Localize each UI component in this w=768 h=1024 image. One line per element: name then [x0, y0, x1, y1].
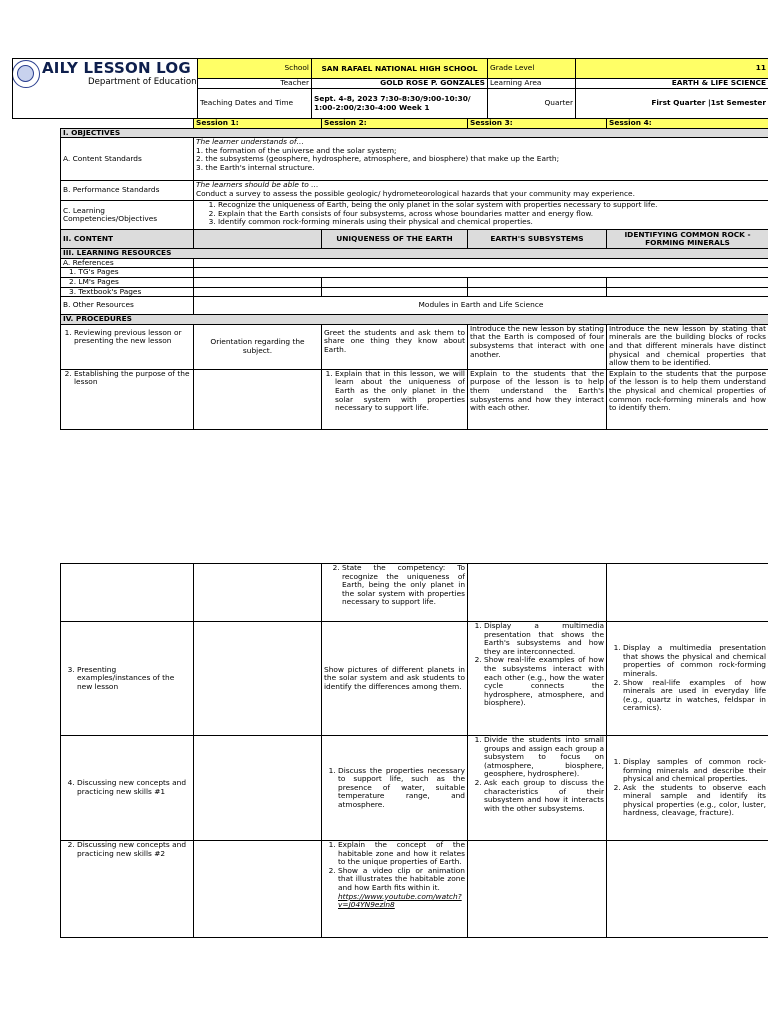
presenting-label: 3. Presenting examples/instances of the new lesson [77, 666, 191, 692]
review-session-4: Introduce the new lesson by stating that minerals are the building blocks of rocks and that different minerals have distinct physical and chemical properties that allow them to be identified. [607, 324, 768, 369]
dates-line-1: Sept. 4-8, 2023 7:30-8:30/9:00-10:30/ [314, 94, 471, 104]
area-value: EARTH & LIFE SCIENCE [576, 79, 768, 89]
session-1-header: Session 1: [194, 119, 322, 129]
review-session-2: Greet the students and ask them to share one thing they know about Earth. [322, 324, 468, 369]
quarter-value: First Quarter |1st Semester [576, 89, 768, 119]
quarter-label: Quarter [488, 89, 576, 119]
discuss-2-session-2-item-2: 2. Show a video clip or animation that illustrates the habitable zone and how Earth fits within it. [338, 867, 465, 893]
presenting-session-4-item-1: 1. Display a multimedia presentation that shows the physical and chemical properties of common rock-forming minerals. [623, 644, 766, 678]
content-standards-label: A. Content Standards [61, 138, 194, 181]
header-table [12, 58, 768, 119]
purpose-session-3: Explain to the students that the purpose of the lesson is to help them understand the Earth's subsystems and how they interact with each other. [468, 369, 607, 429]
content-session-4: IDENTIFYING COMMON ROCK -FORMING MINERALS [607, 230, 768, 249]
grade-label: Grade Level [488, 59, 576, 79]
textbook-pages-label: 3. Textbook's Pages [61, 287, 194, 297]
department-name: Department of Education [88, 77, 197, 87]
dates-line-2: 1:00-2:00/2:30-4:00 Week 1 [314, 102, 430, 112]
competency-2: 2. Explain that the Earth consists of four subsystems, across whose boundaries matter and energy flow. [218, 210, 766, 219]
competencies-label: C. Learning Competencies/Objectives [61, 201, 194, 230]
other-resources-label: B. Other Resources [61, 297, 194, 315]
procedures-heading: IV. PROCEDURES [61, 315, 768, 325]
other-resources-value: Modules in Earth and Life Science [194, 297, 768, 315]
content-session-3: EARTH'S SUBSYSTEMS [468, 230, 607, 249]
lm-pages-label: 2. LM's Pages [61, 277, 194, 287]
purpose-session-4: Explain to the students that the purpose of the lesson is to help them understand the physical and chemical properties of common rock-forming minerals and how to identify them. [607, 369, 768, 429]
discuss-2-label: 2. Discussing new concepts and practicing new skills #2 [77, 841, 191, 858]
review-session-3: Introduce the new lesson by stating that the Earth is composed of four subsystems that interact with one another. [468, 324, 607, 369]
presenting-session-4-item-2: 2. Show real-life examples of how minerals are used in everyday life (e.g., quartz in watches, feldspar in ceramics). [623, 679, 766, 713]
grade-value: 11 [576, 59, 768, 79]
competency-1: 1. Recognize the uniqueness of Earth, being the only planet in the solar system with properties necessary to support life. [218, 201, 766, 210]
discuss-1-session-4-item-2: 2. Ask the students to observe each mineral sample and identify its physical properties (e.g., color, luster, hardness, cleavage, fracture). [623, 784, 766, 818]
lesson-log-title: AILY LESSON LOG [42, 59, 191, 77]
discuss-1-session-4-item-1: 1. Display samples of common rock-forming minerals and describe their physical and chemical properties. [623, 758, 766, 784]
session-2-header: Session 2: [322, 119, 468, 129]
resources-heading: III. LEARNING RESOURCES [61, 249, 768, 259]
purpose-session-2-item-1: 1. Explain that in this lesson, we will learn about the uniqueness of Earth as the only planet in the solar system with properties necessary to support life. [335, 370, 465, 413]
discuss-1-label: 4. Discussing new concepts and practicing new skills #1 [77, 779, 191, 796]
purpose-label: 2. Establishing the purpose of the lesson [74, 370, 191, 387]
content-heading: II. CONTENT [61, 230, 194, 249]
video-link[interactable]: https://www.youtube.com/watch?v=J04YN9ezln8 [338, 891, 462, 910]
competency-3: 3. Identify common rock-forming minerals using their physical and chemical properties. [218, 218, 766, 227]
area-label: Learning Area [488, 79, 576, 89]
lesson-table-page-1 [60, 118, 768, 430]
content-session-2: UNIQUENESS OF THE EARTH [322, 230, 468, 249]
performance-standards-label: B. Performance Standards [61, 181, 194, 201]
school-value: SAN RAFAEL NATIONAL HIGH SCHOOL [312, 59, 488, 79]
presenting-session-3-item-1: 1. Display a multimedia presentation that shows the Earth's subsystems and how they are interconnected. [484, 622, 604, 656]
purpose-session-2-item-2: 2. State the competency: To recognize the uniqueness of Earth, being the only planet in the solar system with properties necessary to support life. [342, 564, 465, 607]
presenting-session-3-item-2: 2. Show real-life examples of how the subsystems interact with each other (e.g., how the water cycle connects the hydrosphere, atmosphere, and biosphere). [484, 656, 604, 708]
content-standard-1: 1. the formation of the universe and the solar system; [196, 145, 397, 155]
tg-pages-label: 1. TG's Pages [61, 268, 194, 278]
discuss-1-session-2: 1. Discuss the properties necessary to support life, such as the presence of water, suitable temperature range, and atmosphere. [338, 767, 465, 810]
content-standard-3: 3. the Earth's internal structure. [196, 162, 315, 172]
review-label: 1. Reviewing previous lesson or presenting the new lesson [74, 329, 191, 346]
session-4-header: Session 4: [607, 119, 768, 129]
performance-standards-intro: The learners should be able to … [196, 180, 319, 190]
presenting-session-2: Show pictures of different planets in the solar system and ask students to identify the differences among them. [322, 622, 468, 736]
discuss-1-session-3-item-1: 1. Divide the students into small groups and assign each group a subsystem to focus on (atmosphere, biosphere, geosphere, hydrosphere). [484, 736, 604, 779]
objectives-heading: I. OBJECTIVES [61, 128, 768, 138]
session-3-header: Session 3: [468, 119, 607, 129]
review-session-1: Orientation regarding the subject. [194, 324, 322, 369]
lesson-table-page-2 [60, 563, 768, 938]
content-standards-intro: The learner understands of… [196, 137, 304, 147]
discuss-2-session-2-item-1: 1. Explain the concept of the habitable zone and how it relates to the unique properties of Earth. [338, 841, 465, 867]
dates-label: Teaching Dates and Time [198, 89, 312, 119]
teacher-label: Teacher [198, 79, 312, 89]
performance-standards-text: Conduct a survey to assess the possible geologic/ hydrometeorological hazards that your community may experience. [196, 188, 635, 198]
teacher-value: GOLD ROSE P. GONZALES [312, 79, 488, 89]
discuss-1-session-3-item-2: 2. Ask each group to discuss the characteristics of their subsystem and how it interacts with the other subsystems. [484, 779, 604, 813]
content-standard-2: 2. the subsystems (geosphere, hydrosphere, atmosphere, and biosphere) that make up the Earth; [196, 154, 560, 164]
school-label: School [198, 59, 312, 79]
references-label: A. References [61, 258, 194, 268]
